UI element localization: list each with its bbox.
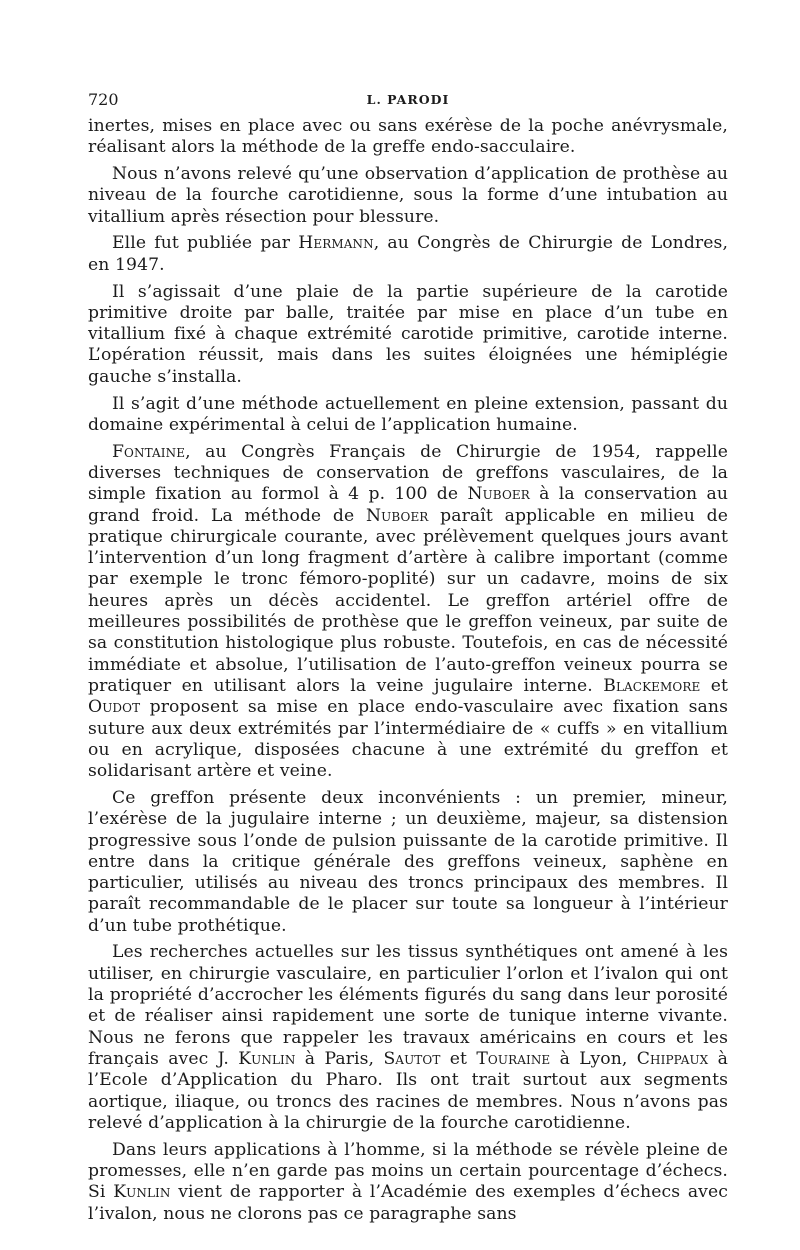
author-name: Nuboer: [467, 484, 530, 505]
author-name: Kunlin: [113, 1182, 171, 1203]
paragraph-text: à l’Ecole d’Application du Pharo. Ils ont trait surtout aux segments aortique, iliaque, ou troncs des racines de membres. Nous n’avons pas relevé d’application à la chirurgie de la fourche carotidienne.: [88, 1048, 728, 1133]
paragraph: [88, 442, 728, 783]
paragraph: [88, 282, 728, 388]
author-name: Oudot: [88, 697, 141, 718]
paragraph-text: Les recherches actuelles sur les tissus synthétiques ont amené à les utiliser, en chirurgie vasculaire, en particulier l’orlon et l’ivalon qui ont la propriété d’accrocher les éléments figurés du sang dans leur porosité et de réaliser ainsi rapidement une sorte de tunique interne vivante. Nous ne ferons que rappeler les travaux américains en cours et les français avec J.: [88, 942, 728, 1069]
paragraph-text: Nous n’avons relevé qu’une observation d’application de prothèse au niveau de la fourche carotidienne, sous la forme d’une intubation au vitallium après résection pour blessure.: [88, 164, 728, 227]
author-name: Fontaine: [112, 441, 186, 462]
author-name: Nuboer: [366, 505, 429, 526]
paragraph-text: à Lyon,: [550, 1048, 637, 1069]
paragraph-text: Elle fut publiée par: [112, 233, 299, 254]
running-head: L. PARODI: [366, 92, 450, 107]
paragraph: [88, 116, 728, 159]
paragraph-text: paraît applicable en milieu de pratique chirurgicale courante, avec prélèvement quelques jours avant l’intervention d’un long fragment d’artère à calibre important (comme par exemple le tronc fémoro-poplité) sur un cadavre, moins de six heures après un décès accidentel. Le greffon artériel offre de meilleures possibilités de prothèse que le greffon veineux, par suite de sa constitution histologique plus robuste. Toutefois, en cas de nécessité immédiate et absolue, l’utilisation de l’auto-greffon veineux pourra se pratiquer en utilisant alors la veine jugulaire interne.: [88, 505, 728, 696]
page-header: [88, 88, 728, 116]
book-page: [88, 88, 728, 1230]
paragraph: [88, 233, 728, 276]
author-name: Chippaux: [636, 1048, 709, 1069]
paragraph-text: à Paris,: [295, 1048, 384, 1069]
author-name: Blackemore: [603, 675, 701, 696]
author-name: Kunlin: [238, 1048, 296, 1069]
author-name: Touraine: [476, 1048, 551, 1069]
page-number: 720: [88, 90, 119, 109]
paragraph: [88, 788, 728, 937]
paragraph-text: proposent sa mise en place endo-vasculaire avec fixation sans suture aux deux extrémités par l’intermédiaire de « cuffs » en vitallium ou en acrylique, disposées chacune à une extrémité du greffon et solidarisant artère et veine.: [88, 697, 728, 782]
author-name: Sautot: [383, 1048, 441, 1069]
paragraph: [88, 164, 728, 228]
paragraph-text: Il s’agit d’une méthode actuellement en pleine extension, passant du domaine expérimental à celui de l’application humaine.: [88, 393, 728, 435]
paragraph-text: et: [700, 675, 728, 696]
paragraph-text: inertes, mises en place avec ou sans exérèse de la poche anévrysmale, réalisant alors la méthode de la greffe endo-sacculaire.: [88, 116, 728, 158]
paragraph-text: à la conservation au grand froid. La méthode de: [88, 484, 729, 526]
paragraph-text: Il s’agissait d’une plaie de la partie supérieure de la carotide primitive droite par balle, traitée par mise en place d’un tube en vitallium fixé à chaque extrémité carotide primitive, carotide interne. L’opération réussit, mais dans les suites éloignées une hémiplégie gauche s’installa.: [88, 281, 728, 387]
paragraph: [88, 942, 728, 1134]
paragraph: [88, 1140, 728, 1225]
paragraph-text: , au Congrès de Chirurgie de Londres, en 1947.: [88, 233, 729, 275]
paragraph-text: vient de rapporter à l’Académie des exemples d’échecs avec l’ivalon, nous ne clorons pas ce paragraphe sans: [88, 1182, 728, 1224]
paragraph: [88, 394, 728, 437]
paragraph-text: , au Congrès Français de Chirurgie de 1954, rappelle diverses techniques de conservation de greffons vasculaires, de la simple fixation au formol à 4 p. 100 de: [88, 441, 728, 505]
paragraph-text: Ce greffon présente deux inconvénients : un premier, mineur, l’exérèse de la jugulaire interne ; un deuxième, majeur, sa distension progressive sous l’onde de pulsion puissante de la carotide primitive. Il entre dans la critique générale des greffons veineux, saphène en particulier, utilisés au niveau des troncs principaux des membres. Il paraît recommandable de le placer sur toute sa longueur à l’intérieur d’un tube prothétique.: [88, 787, 728, 936]
paragraph-text: et: [440, 1048, 477, 1069]
author-name: Hermann: [298, 233, 374, 254]
body-text: [88, 116, 728, 1225]
paragraph-text: Dans leurs applications à l’homme, si la méthode se révèle pleine de promesses, elle n’en garde pas moins un certain pourcentage d’échecs. Si: [88, 1139, 728, 1203]
